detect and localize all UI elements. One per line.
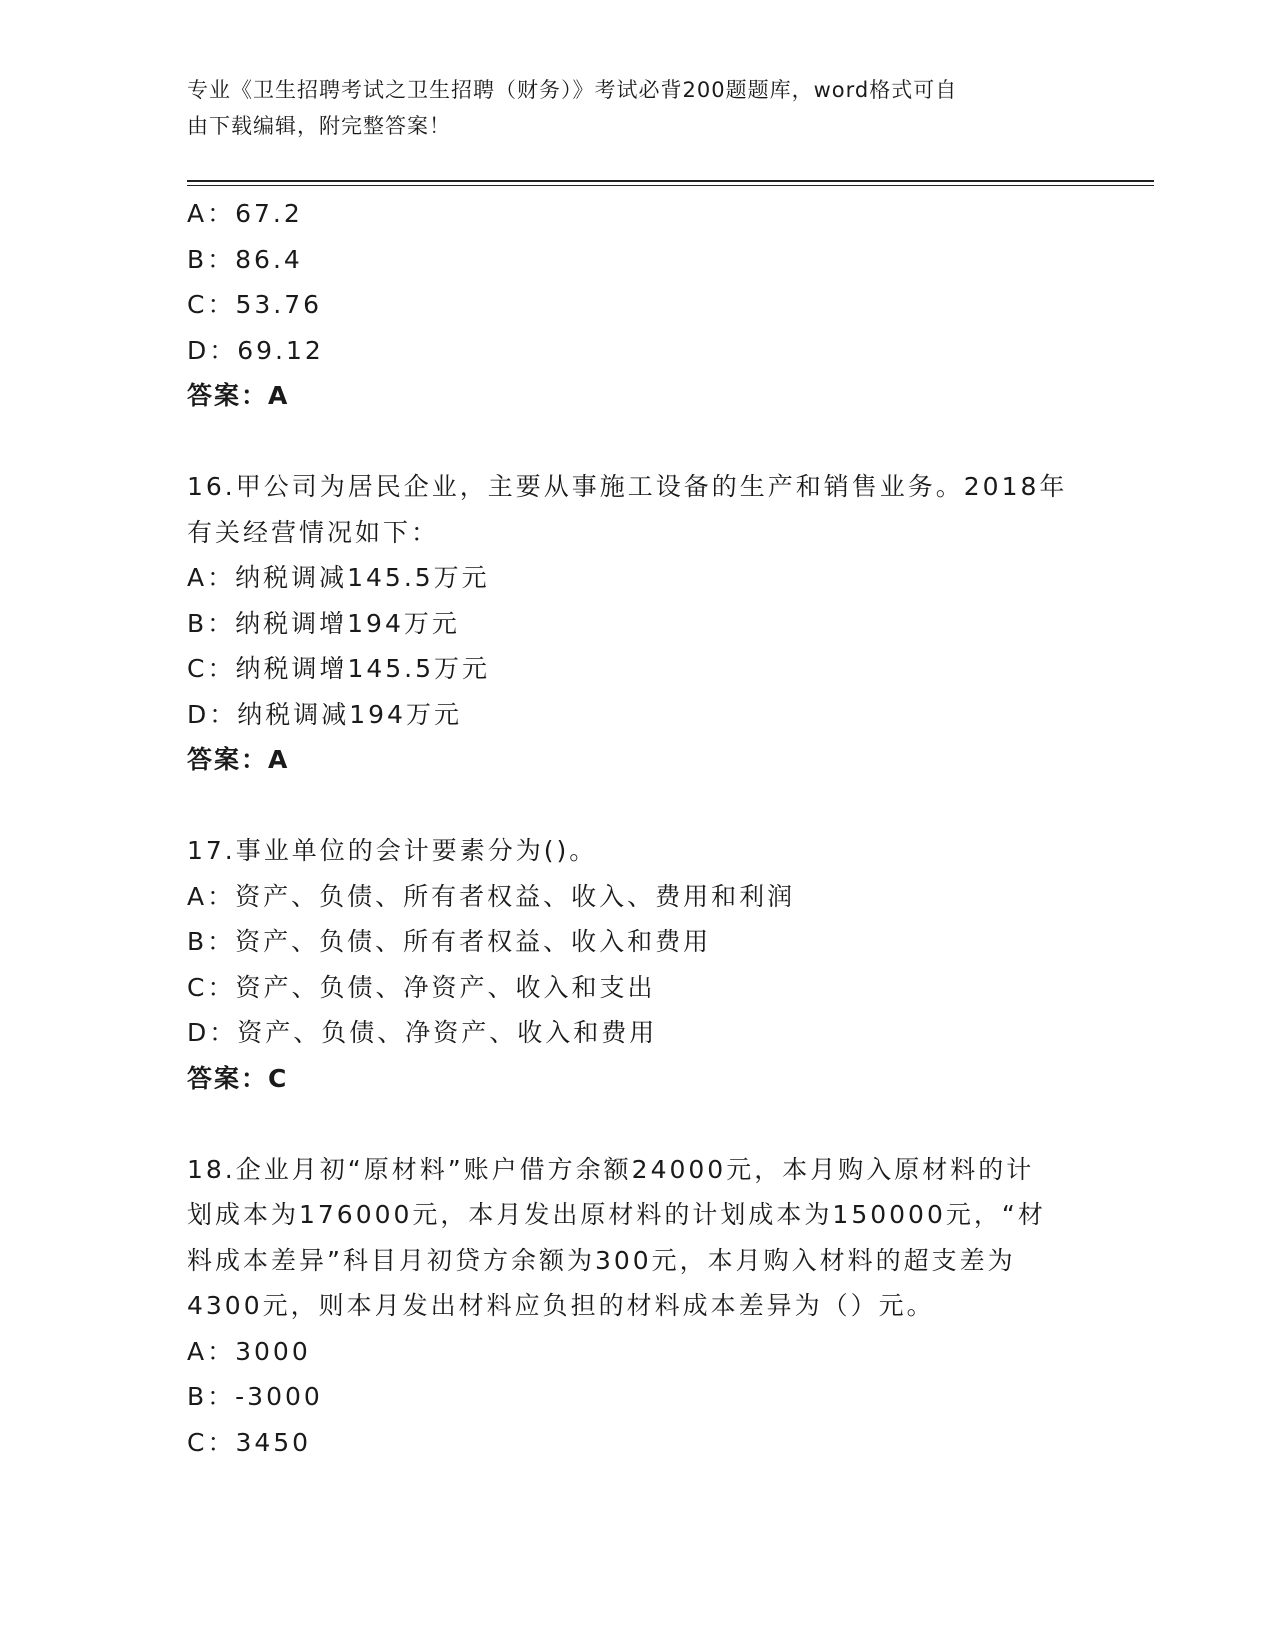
question-text-line: 18.企业月初“原材料”账户借方余额24000元，本月购入原材料的计 bbox=[187, 1154, 1035, 1184]
question-17 bbox=[187, 828, 1087, 1101]
option-c: C：纳税调增145.5万元 bbox=[187, 654, 491, 683]
option-b: B：资产、负债、所有者权益、收入和费用 bbox=[187, 927, 712, 956]
question-text-line: 划成本为176000元，本月发出原材料的计划成本为150000元，“材 bbox=[187, 1200, 1046, 1229]
question-text-line: 17.事业单位的会计要素分为()。 bbox=[187, 836, 598, 865]
document-header bbox=[187, 72, 1067, 144]
question-text-line: 料成本差异”科目月初贷方余额为300元，本月购入材料的超支差为 bbox=[187, 1245, 1016, 1275]
header-line-2: 由下载编辑，附完整答案！ bbox=[187, 114, 451, 138]
option-b: B：86.4 bbox=[187, 244, 303, 274]
spacer bbox=[187, 783, 1087, 829]
answer: 答案：A bbox=[187, 745, 290, 774]
option-d: D：资产、负债、净资产、收入和费用 bbox=[187, 1018, 658, 1047]
answer: 答案：C bbox=[187, 1063, 289, 1093]
question-15 bbox=[187, 191, 1087, 419]
header-rule-thick bbox=[187, 180, 1154, 182]
option-c: C：3450 bbox=[187, 1427, 312, 1457]
option-a: A：67.2 bbox=[187, 199, 303, 228]
document-body bbox=[187, 191, 1087, 1465]
option-a: A：纳税调减145.5万元 bbox=[187, 563, 490, 592]
spacer bbox=[187, 1101, 1087, 1147]
question-text-line: 4300元，则本月发出材料应负担的材料成本差异为（）元。 bbox=[187, 1291, 935, 1320]
question-18 bbox=[187, 1147, 1087, 1466]
answer: 答案：A bbox=[187, 381, 290, 410]
header-rule-thin bbox=[187, 185, 1154, 186]
option-b: B：纳税调增194万元 bbox=[187, 608, 460, 638]
question-text-line: 有关经营情况如下： bbox=[187, 517, 440, 547]
question-16 bbox=[187, 464, 1087, 783]
header-line-1: 专业《卫生招聘考试之卫生招聘（财务）》考试必背200题题库，word格式可自 bbox=[187, 78, 958, 102]
option-d: D：69.12 bbox=[187, 335, 324, 365]
option-c: C：53.76 bbox=[187, 290, 323, 319]
option-c: C：资产、负债、净资产、收入和支出 bbox=[187, 972, 656, 1002]
option-a: A：资产、负债、所有者权益、收入、费用和利润 bbox=[187, 881, 796, 911]
option-b: B：-3000 bbox=[187, 1382, 323, 1411]
question-text-line: 16.甲公司为居民企业，主要从事施工设备的生产和销售业务。2018年 bbox=[187, 472, 1068, 501]
option-d: D：纳税调减194万元 bbox=[187, 699, 462, 729]
option-a: A：3000 bbox=[187, 1336, 311, 1366]
spacer bbox=[187, 419, 1087, 465]
